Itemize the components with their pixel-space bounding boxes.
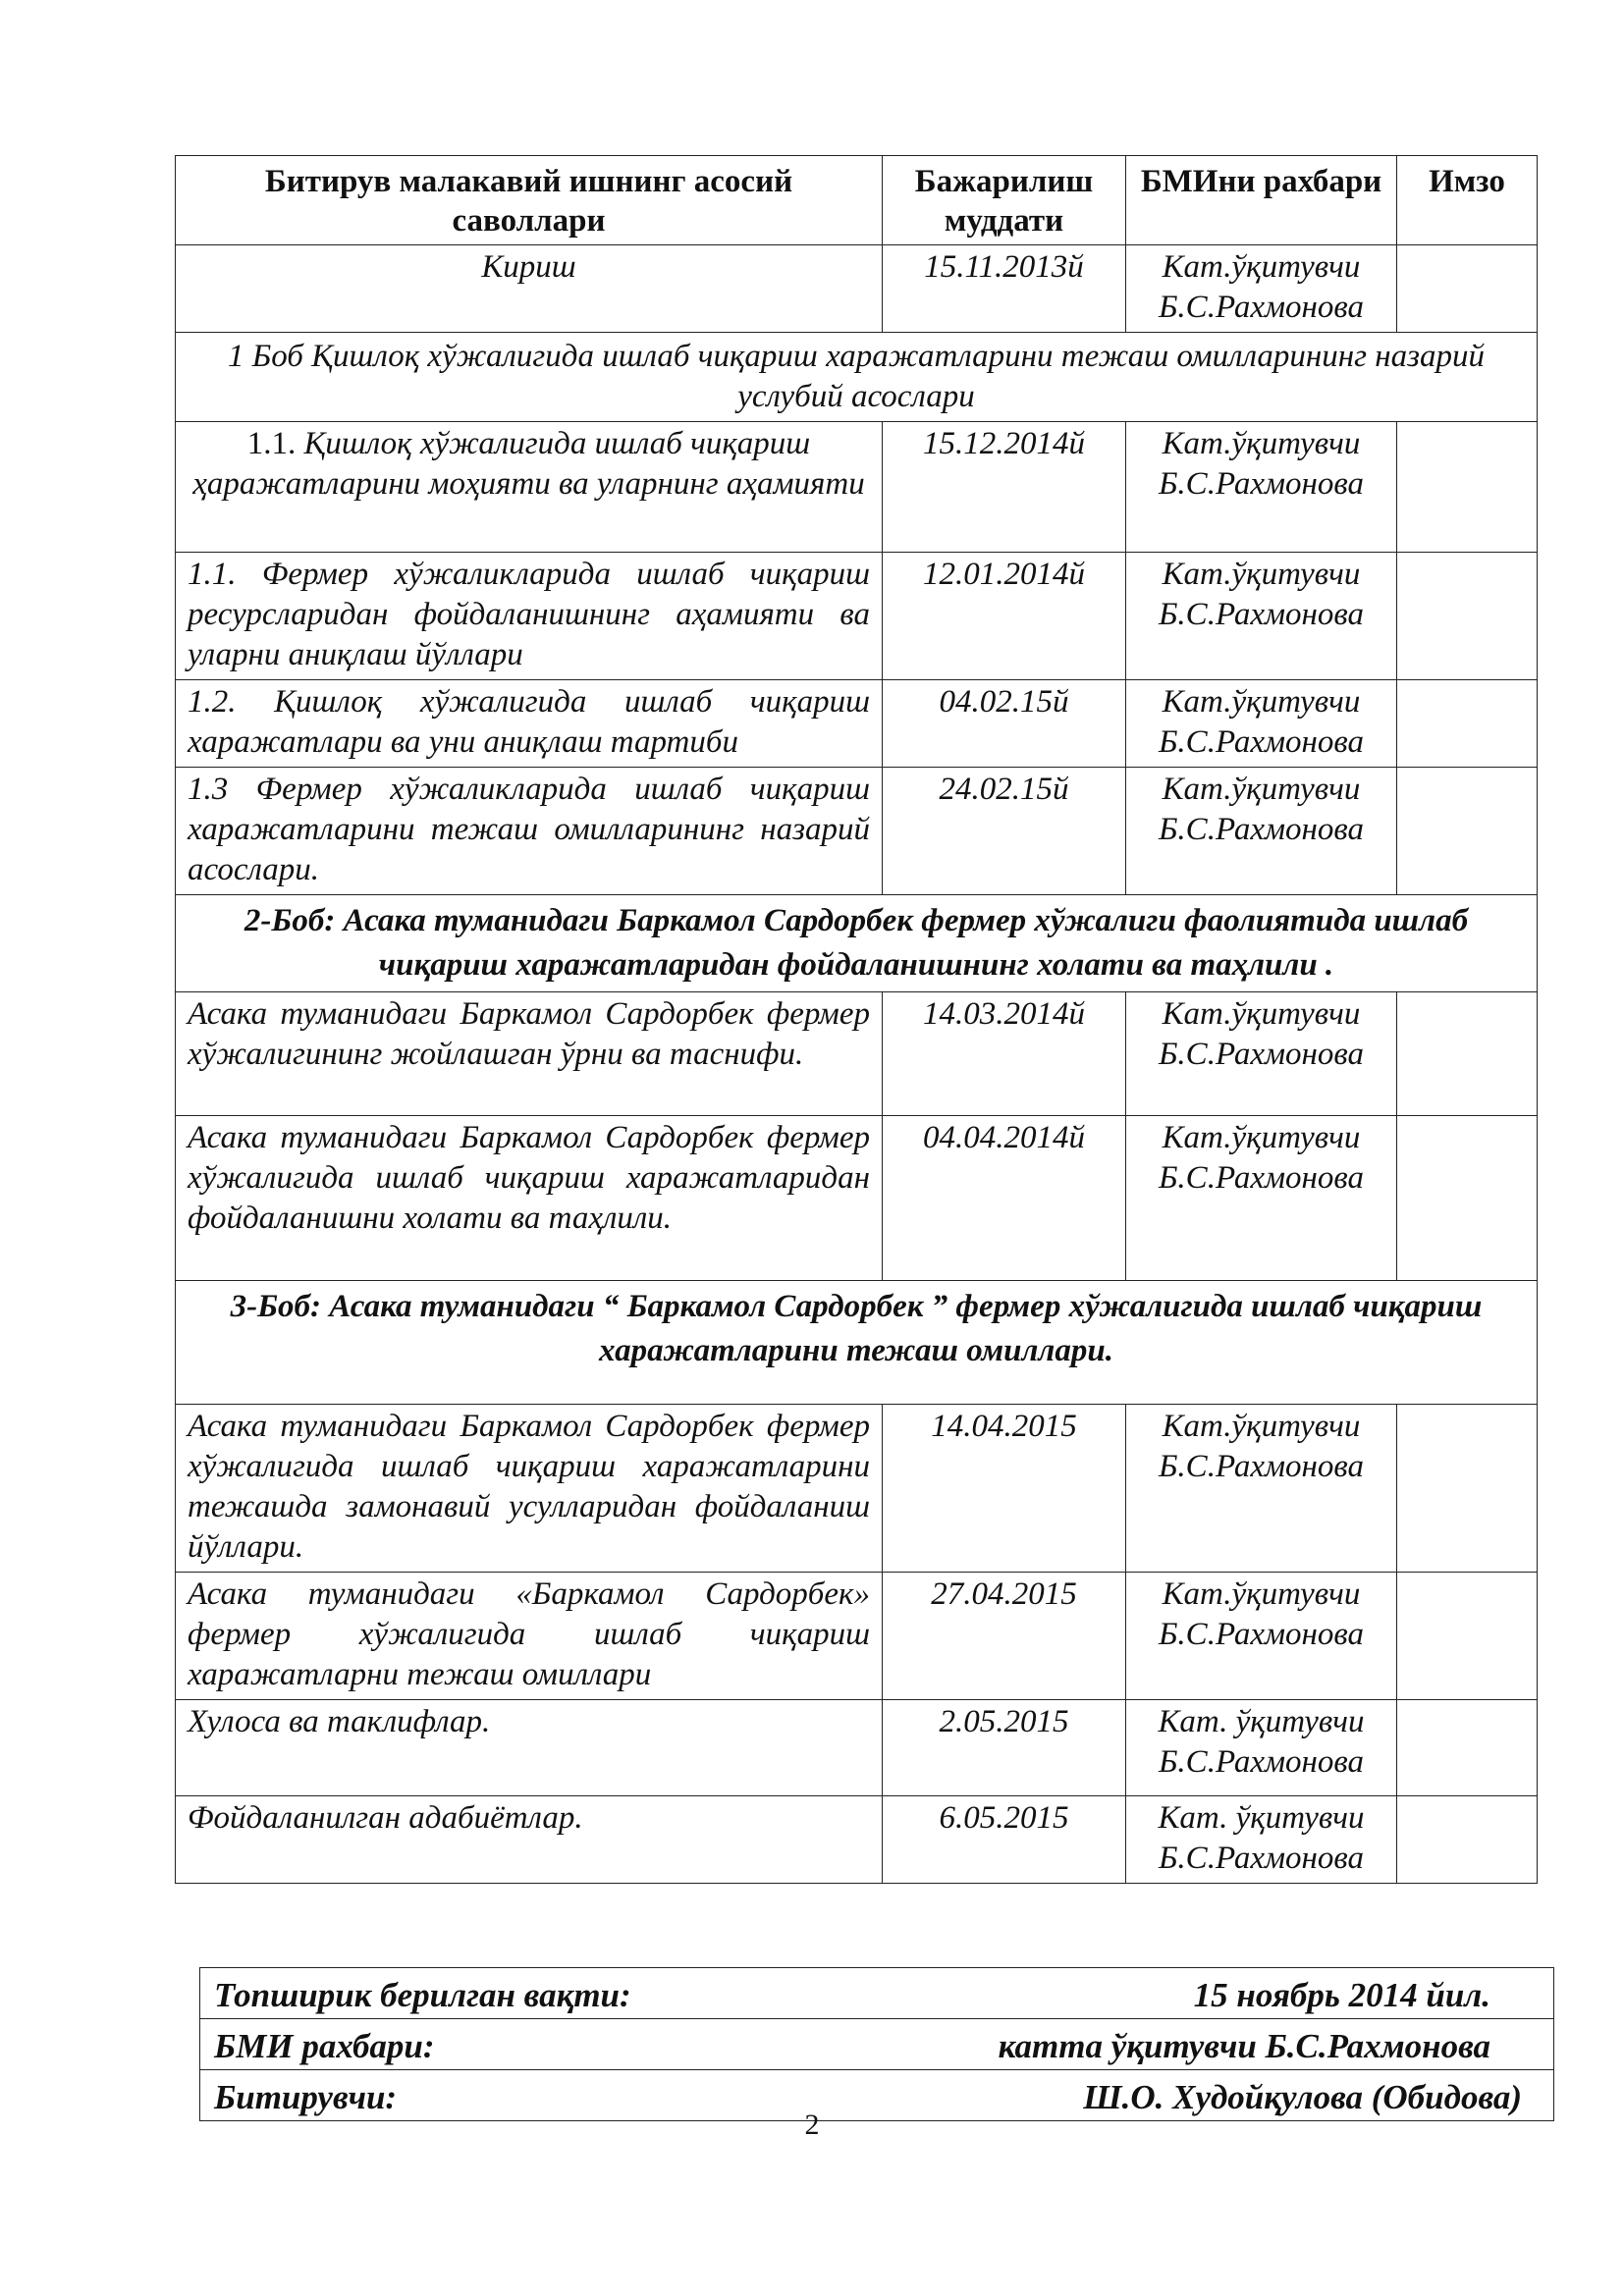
task-cell: Асака туманидаги «Баркамол Сардорбек» фермер хўжалигида ишлаб чиқариш харажатларни тежаш омиллари: [176, 1573, 883, 1700]
deadline-cell: 04.04.2014й: [883, 1116, 1126, 1281]
supervisor-cell: Кат.ўқитувчи Б.С.Рахмонова: [1126, 422, 1397, 553]
supervisor-cell: Кат.ўқитувчи Б.С.Рахмонова: [1126, 768, 1397, 895]
supervisor-cell: Кат.ўқитувчи Б.С.Рахмонова: [1126, 1405, 1397, 1573]
supervisor-value: катта ўқитувчи Б.С.Рахмонова: [998, 2026, 1490, 2065]
signature-cell: [1397, 1405, 1538, 1573]
header-supervisor: БМИни рахбари: [1126, 156, 1397, 245]
table-row: [176, 992, 1538, 1116]
signature-cell: [1397, 422, 1538, 553]
chapter-1-row: [176, 333, 1538, 422]
deadline-cell: 14.04.2015: [883, 1405, 1126, 1573]
chapter-3-title: 3-Боб: Асака туманидаги “ Баркамол Сардорбек ” фермер хўжалигида ишлаб чиқариш харажатларини тежаш омиллари.: [176, 1281, 1538, 1405]
supervisor-cell: Кат.ўқитувчи Б.С.Рахмонова: [1126, 553, 1397, 680]
deadline-cell: 12.01.2014й: [883, 553, 1126, 680]
task-cell: 1.1. Қишлоқ хўжалигида ишлаб чиқариш ҳаражатларини моҳияти ва уларнинг аҳамияти: [176, 422, 883, 553]
page-number: 2: [804, 2109, 820, 2141]
supervisor-cell: Кат. ўқитувчи Б.С.Рахмонова: [1126, 1796, 1397, 1884]
task-cell: Асака туманидаги Баркамол Сардорбек фермер хўжалигида ишлаб чиқариш харажатларини тежашда замонавий усулларидан фойдаланиш йўллари.: [176, 1405, 883, 1573]
table-row: [176, 768, 1538, 895]
header-deadline: Бажарилиш муддати: [883, 156, 1126, 245]
task-cell: Фойдаланилган адабиётлар.: [176, 1796, 883, 1884]
signature-cell: [1397, 992, 1538, 1116]
deadline-cell: 15.12.2014й: [883, 422, 1126, 553]
header-signature: Имзо: [1397, 156, 1538, 245]
supervisor-cell: Кат.ўқитувчи Б.С.Рахмонова: [1126, 1116, 1397, 1281]
graduate-value: Ш.О. Худойқулова (Обидова): [1083, 2077, 1522, 2116]
task-cell: Кириш: [176, 245, 883, 333]
chapter-3-row: [176, 1281, 1538, 1405]
assignment-box: [199, 1967, 1554, 2121]
deadline-cell: 6.05.2015: [883, 1796, 1126, 1884]
table-row: [176, 422, 1538, 553]
deadline-cell: 14.03.2014й: [883, 992, 1126, 1116]
table-row: [176, 1700, 1538, 1796]
graduate-label: Битирувчи:: [214, 2077, 398, 2116]
deadline-cell: 04.02.15й: [883, 680, 1126, 768]
signature-cell: [1397, 680, 1538, 768]
signature-cell: [1397, 1700, 1538, 1796]
task-cell: Асака туманидаги Баркамол Сардорбек фермер хўжалигида ишлаб чиқариш харажатларидан фойдаланишни холати ва таҳлили.: [176, 1116, 883, 1281]
table-row: [176, 1573, 1538, 1700]
assignment-supervisor-row: [200, 2019, 1554, 2070]
table-row: [176, 680, 1538, 768]
task-cell: Хулоса ва таклифлар.: [176, 1700, 883, 1796]
supervisor-cell: Кат.ўқитувчи Б.С.Рахмонова: [1126, 245, 1397, 333]
table-row: [176, 1116, 1538, 1281]
task-cell: 1.3 Фермер хўжаликларида ишлаб чиқариш харажатларини тежаш омилларининг назарий асослари.: [176, 768, 883, 895]
table-header-row: [176, 156, 1538, 245]
signature-cell: [1397, 245, 1538, 333]
header-task: Битирув малакавий ишнинг асосий саволлари: [176, 156, 883, 245]
task-cell: Асака туманидаги Баркамол Сардорбек фермер хўжалигининг жойлашган ўрни ва таснифи.: [176, 992, 883, 1116]
task-cell: 1.1. Фермер хўжаликларида ишлаб чиқариш ресурсларидан фойдаланишнинг аҳамияти ва уларни аниқлаш йўллари: [176, 553, 883, 680]
table-row: [176, 553, 1538, 680]
thesis-plan-table: [175, 155, 1538, 1884]
chapter-2-row: [176, 895, 1538, 992]
issued-value: 15 ноябрь 2014 йил.: [1193, 1975, 1490, 2014]
supervisor-cell: Кат.ўқитувчи Б.С.Рахмонова: [1126, 680, 1397, 768]
signature-cell: [1397, 553, 1538, 680]
chapter-2-title: 2-Боб: Асака туманидаги Баркамол Сардорбек фермер хўжалиги фаолиятида ишлаб чиқариш харажатларидан фойдаланишнинг холати ва таҳлили .: [176, 895, 1538, 992]
table-row: [176, 1405, 1538, 1573]
deadline-cell: 2.05.2015: [883, 1700, 1126, 1796]
task-cell: 1.2. Қишлоқ хўжалигида ишлаб чиқариш харажатлари ва уни аниқлаш тартиби: [176, 680, 883, 768]
supervisor-cell: Кат. ўқитувчи Б.С.Рахмонова: [1126, 1700, 1397, 1796]
deadline-cell: 27.04.2015: [883, 1573, 1126, 1700]
chapter-1-title: 1 Боб Қишлоқ хўжалигида ишлаб чиқариш харажатларини тежаш омилларининг назарий услубий асослари: [176, 333, 1538, 422]
assignment-issued-row: [200, 1968, 1554, 2019]
signature-cell: [1397, 1116, 1538, 1281]
signature-cell: [1397, 1573, 1538, 1700]
supervisor-cell: Кат.ўқитувчи Б.С.Рахмонова: [1126, 1573, 1397, 1700]
table-row-intro: [176, 245, 1538, 333]
issued-label: Топширик берилган вақти:: [214, 1975, 631, 2014]
supervisor-label: БМИ рахбари:: [214, 2026, 435, 2065]
table-row: [176, 1796, 1538, 1884]
supervisor-cell: Кат.ўқитувчи Б.С.Рахмонова: [1126, 992, 1397, 1116]
deadline-cell: 24.02.15й: [883, 768, 1126, 895]
signature-cell: [1397, 1796, 1538, 1884]
deadline-cell: 15.11.2013й: [883, 245, 1126, 333]
signature-cell: [1397, 768, 1538, 895]
